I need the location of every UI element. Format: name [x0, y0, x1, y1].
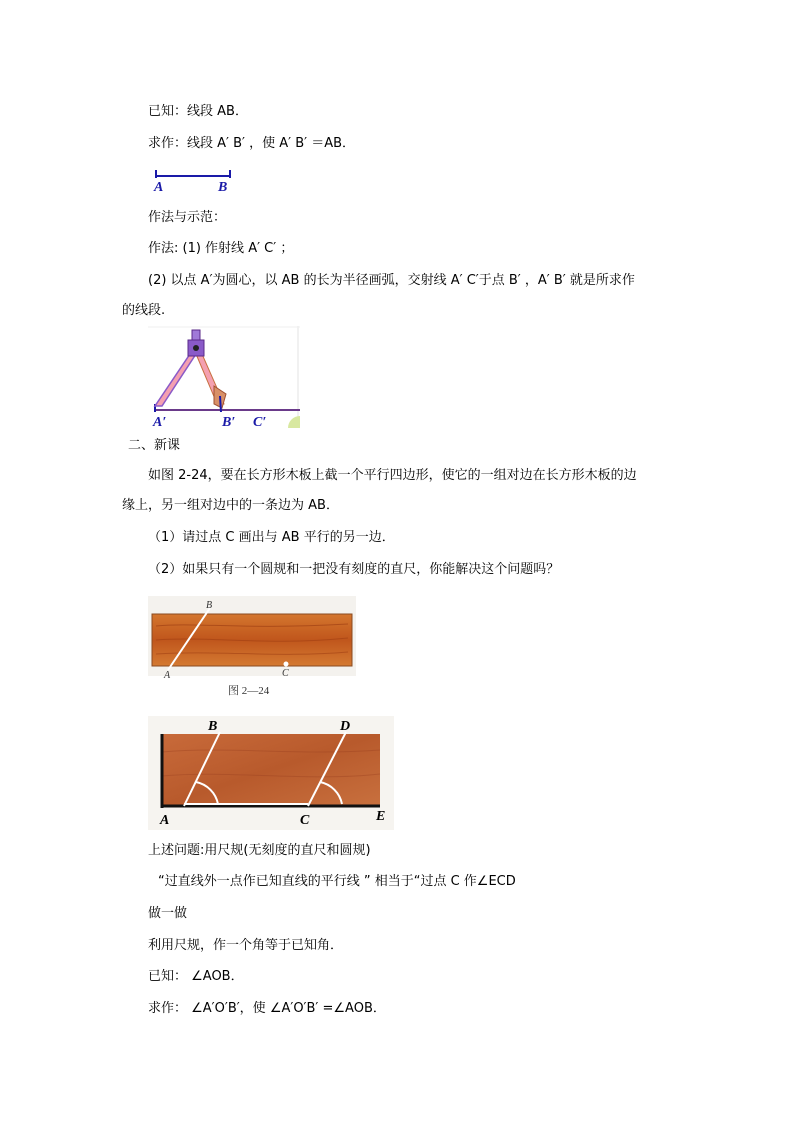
construct-segment: 求作：线段 A′ B′ ，使 A′ B′ ＝AB． [148, 136, 356, 151]
given-angle: 已知： ∠AOB． [148, 969, 244, 984]
segment-ab-figure [150, 166, 240, 196]
given-segment: 已知：线段 AB． [148, 104, 248, 119]
label-c-prime: C′ [253, 415, 267, 428]
construct-angle: 求作： ∠A′O′B′，使 ∠A′O′B′ =∠AOB． [148, 1001, 386, 1016]
wood-board [162, 734, 380, 806]
step-2-line1: (2) 以点 A′为圆心，以 AB 的长为半径画弧，交射线 A′ C′于点 B′ ，A′ B′ 就是所求作 [148, 273, 635, 288]
label-b: B [208, 719, 218, 734]
section-heading: 二、新课 [128, 438, 181, 453]
label-a-prime: A′ [153, 415, 167, 428]
label-a: A [160, 813, 170, 828]
figure-caption: 图 2—24 [228, 685, 270, 697]
label-c: C [282, 668, 289, 679]
summary-line1: 上述问题:用尺规(无刻度的直尺和圆规) [148, 843, 371, 858]
label-a: A [164, 670, 171, 681]
paragraph-line1: 如图 2-24，要在长方形木板上截一个平行四边形，使它的一组对边在长方形木板的边 [148, 468, 637, 483]
try-description: 利用尺规，作一个角等于已知角． [148, 938, 344, 953]
step-1: 作法: (1) 作射线 A′ C′ ； [148, 241, 294, 256]
label-a: A [154, 180, 164, 195]
paragraph-line2: 缘上，另一组对边中的一条边为 AB． [122, 498, 339, 513]
step-2-line2: 的线段. [122, 303, 166, 318]
label-e: E [376, 809, 386, 824]
board-figure-construction [148, 716, 394, 830]
question-2: （2）如果只有一个圆规和一把没有刻度的直尺，你能解决这个问题吗？ [148, 562, 560, 577]
compass-figure [148, 326, 300, 428]
point-c [284, 662, 289, 667]
summary-line2: “过直线外一点作已知直线的平行线 ” 相当于“过点 C 作∠ECD [158, 874, 516, 889]
label-b-prime: B′ [222, 415, 236, 428]
method-title: 作法与示范： [148, 210, 227, 225]
question-1: （1）请过点 C 画出与 AB 平行的另一边． [148, 530, 395, 545]
label-d: D [340, 719, 351, 734]
label-b: B [218, 180, 228, 195]
try-title: 做一做 [148, 906, 188, 921]
board-figure-2-24 [148, 596, 356, 698]
label-b: B [206, 600, 213, 611]
label-c: C [300, 813, 310, 828]
